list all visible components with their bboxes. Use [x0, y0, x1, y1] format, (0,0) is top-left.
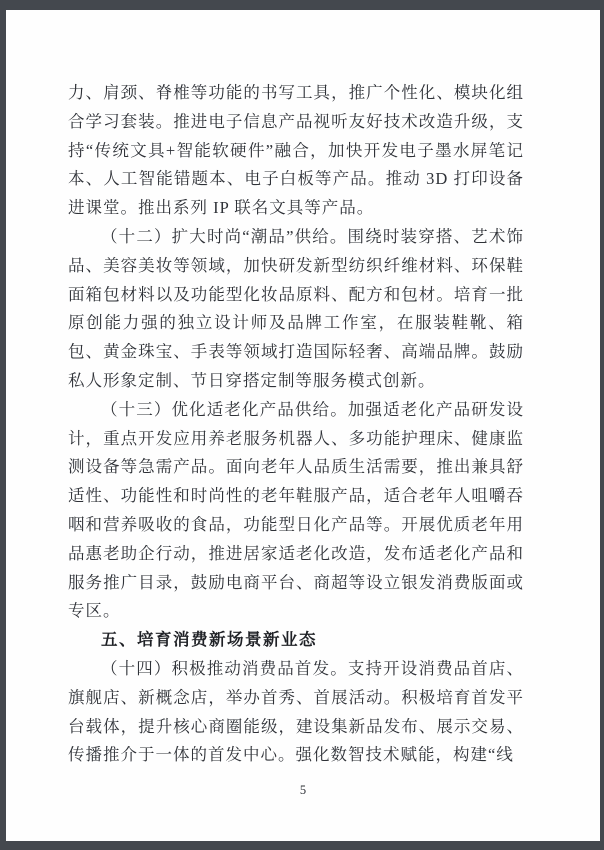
body-paragraph: （十三）优化适老化产品供给。加强适老化产品研发设计，重点开发应用养老服务机器人、多功能护理床、健康监测设备等急需产品。面向老年人品质生活需要，推出兼具舒适性、功能性和时尚性的老年鞋服产品，适合老年人咀嚼吞咽和营养吸收的食品，功能型日化产品等。开展优质老年用品惠老助企行动，推进居家适老化改造，发布适老化产品和服务推广目录，鼓励电商平台、商超等设立银发消费版面或专区。 — [68, 399, 524, 621]
body-paragraph: 力、肩颈、脊椎等功能的书写工具，推广个性化、模块化组合学习套装。推进电子信息产品视听友好技术改造升级，支持“传统文具+智能软硬件”融合，加快开发电子墨水屏笔记本、人工智能错题本、电子白板等产品。推动 3D 打印设备进课堂。推出系列 IP 联名文具等产品。 — [68, 83, 524, 218]
body-paragraph: （十四）积极推动消费品首发。支持开设消费品首店、旗舰店、新概念店，举办首秀、首展活动。积极培育首发平台载体，提升核心商圈能级，建设集新品发布、展示交易、传播推介于一体的首发中心。强化数智技术赋能，构建“线 — [68, 658, 524, 765]
page-content — [6, 10, 600, 770]
body-paragraph: （十二）扩大时尚“潮品”供给。围绕时装穿搭、艺术饰品、美容美妆等领域，加快研发新型纺织纤维材料、环保鞋面箱包材料以及功能型化妆品原料、配方和包材。培育一批原创能力强的独立设计师及品牌工作室，在服装鞋靴、箱包、黄金珠宝、手表等领域打造国际轻奢、高端品牌。鼓励私人形象定制、节日穿搭定制等服务模式创新。 — [68, 226, 524, 390]
page-number: 5 — [299, 783, 307, 798]
section-heading: 五、培育消费新场景新业态 — [101, 631, 317, 650]
document-page — [6, 10, 600, 841]
